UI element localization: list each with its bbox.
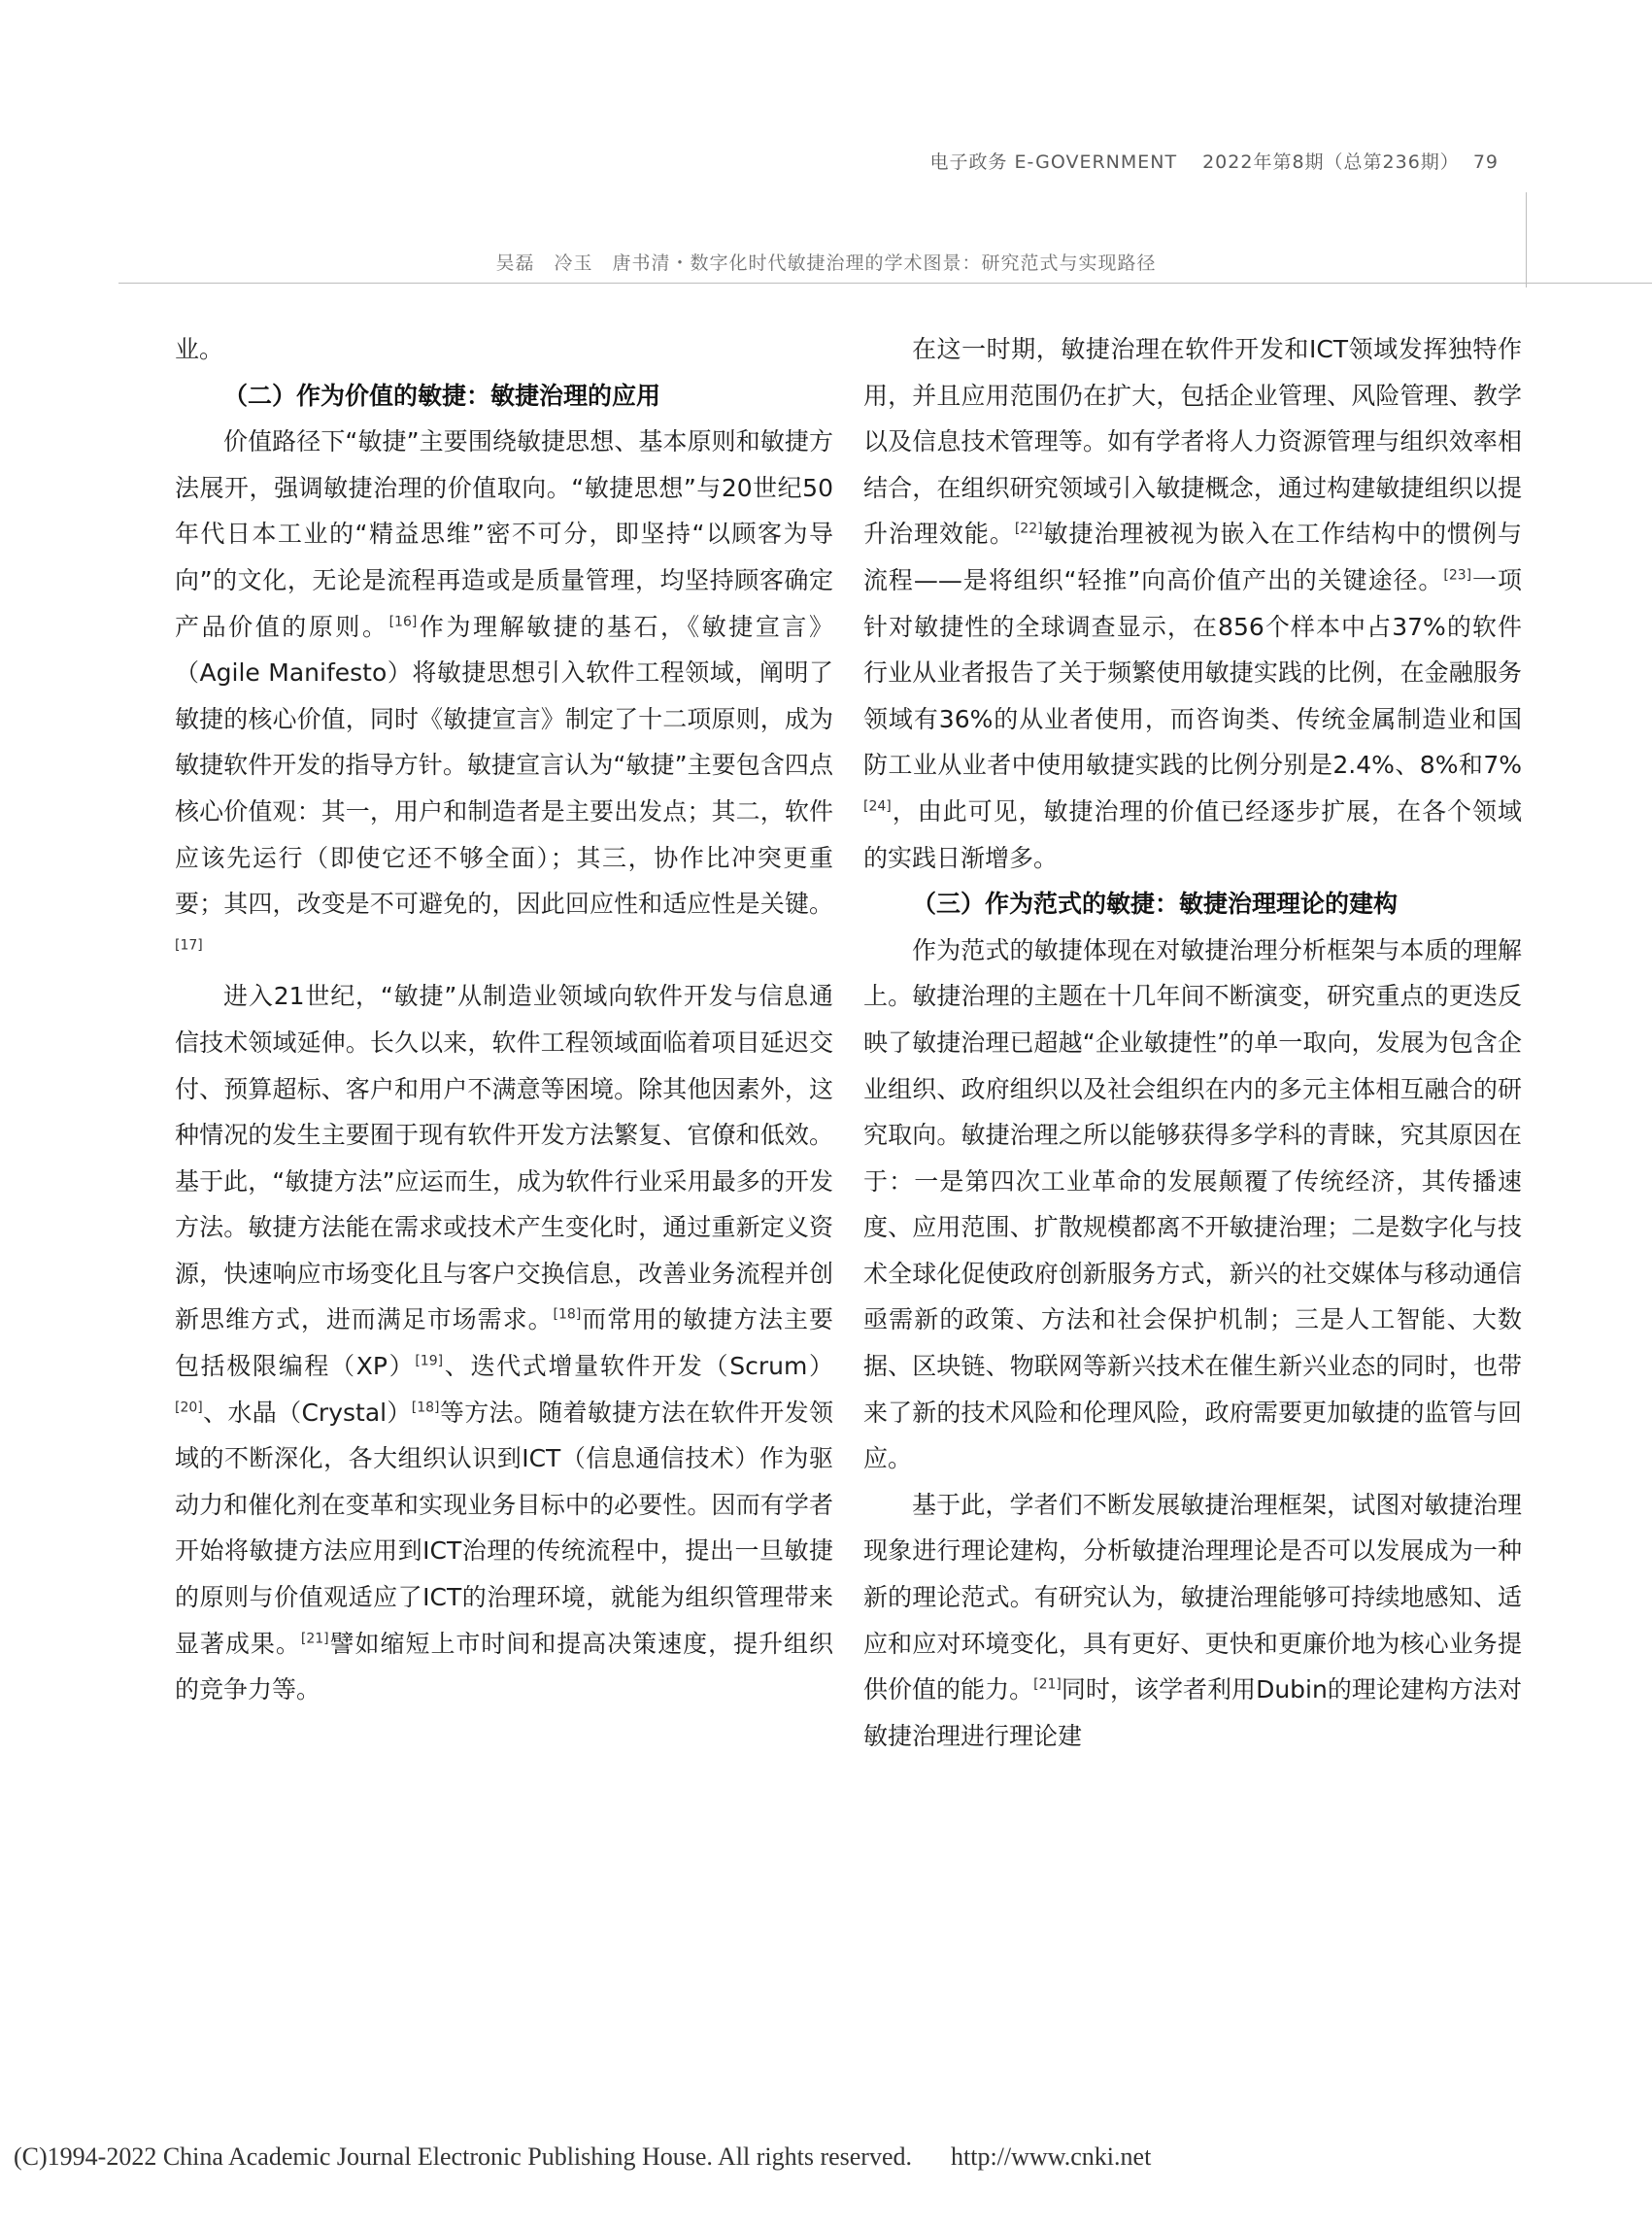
page-number: 79 xyxy=(1472,152,1499,173)
paragraph: 价值路径下“敏捷”主要围绕敏捷思想、基本原则和敏捷方法展开，强调敏捷治理的价值取向。“敏捷思想”与20世纪50年代日本工业的“精益思维”密不可分，即坚持“以顾客为导向”的文化，无论是流程再造或是质量管理，均坚持顾客确定产品价值的原则。[16]作为理解敏捷的基石，《敏捷宣言》（Agile Manifesto）将敏捷思想引入软件工程领域，阐明了敏捷的核心价值，同时《敏捷宣言》制定了十二项原则，成为敏捷软件开发的指导方针。敏捷宣言认为“敏捷”主要包含四点核心价值观：其一，用户和制造者是主要出发点；其二，软件应该先运行（即使它还不够全面）；其三，协作比冲突更重要；其四，改变是不可避免的，因此回应性和适应性是关键。[17] xyxy=(175,427,833,954)
paragraph: 进入21世纪，“敏捷”从制造业领域向软件开发与信息通信技术领域延伸。长久以来，软件工程领域面临着项目延迟交付、预算超标、客户和用户不满意等困境。除其他因素外，这种情况的发生主要囿于现有软件开发方法繁复、官僚和低效。基于此，“敏捷方法”应运而生，成为软件行业采用最多的开发方法。敏捷方法能在需求或技术产生变化时，通过重新定义资源，快速响应市场变化且与客户交换信息，改善业务流程并创新思维方式，进而满足市场需求。[18]而常用的敏捷方法主要包括极限编程（XP）[19]、迭代式增量软件开发（Scrum）[20]、水晶（Crystal）[18]等方法。随着敏捷方法在软件开发领域的不断深化，各大组织认识到ICT（信息通信技术）作为驱动力和催化剂在变革和实现业务目标中的必要性。因而有学者开始将敏捷方法应用到ICT治理的传统流程中，提出一旦敏捷的原则与价值观适应了ICT的治理环境，就能为组织管理带来显著成果。[21]譬如缩短上市时间和提高决策速度，提升组织的竞争力等。 xyxy=(175,982,834,1704)
section-heading-paradigm: （三）作为范式的敏捷：敏捷治理理论的建构 xyxy=(912,890,1399,919)
citation-ref[interactable]: [20] xyxy=(175,1400,203,1416)
citation-ref[interactable]: [24] xyxy=(863,798,892,815)
page-header xyxy=(930,148,1499,174)
paragraph: 基于此，学者们不断发展敏捷治理框架，试图对敏捷治理现象进行理论建构，分析敏捷治理理论是否可以发展成为一种新的理论范式。有研究认为，敏捷治理能够可持续地感知、适应和应对环境变化，具有更好、更快和更廉价地为核心业务提供价值的能力。[21]同时，该学者利用Dubin的理论建构方法对敏捷治理进行理论建 xyxy=(863,1490,1522,1750)
paragraph-continuation: 业。 xyxy=(175,335,224,363)
section-heading-value: （二）作为价值的敏捷：敏捷治理的应用 xyxy=(223,381,661,410)
journal-name: 电子政务 E-GOVERNMENT xyxy=(929,152,1178,173)
copyright-footer xyxy=(14,2142,1151,2172)
citation-ref[interactable]: [21] xyxy=(300,1631,329,1647)
citation-ref[interactable]: [19] xyxy=(415,1353,444,1369)
citation-ref[interactable]: [18] xyxy=(553,1307,582,1324)
running-title: 吴磊 冷玉 唐书清・数字化时代敏捷治理的学术图景：研究范式与实现路径 xyxy=(495,253,1157,274)
citation-ref[interactable]: [17] xyxy=(175,937,203,954)
right-column xyxy=(863,326,1522,1759)
left-column xyxy=(175,326,833,1713)
citation-ref[interactable]: [18] xyxy=(411,1400,440,1416)
copyright-text: (C)1994-2022 China Academic Journal Electronic Publishing House. All rights reserved. xyxy=(14,2142,912,2171)
citation-ref[interactable]: [16] xyxy=(388,614,418,630)
citation-ref[interactable]: [23] xyxy=(1443,567,1472,584)
issue-info: 2022年第8期（总第236期） xyxy=(1202,152,1460,173)
footer-url[interactable]: http://www.cnki.net xyxy=(951,2142,1152,2171)
paragraph: 作为范式的敏捷体现在对敏捷治理分析框架与本质的理解上。敏捷治理的主题在十几年间不断演变，研究重点的更迭反映了敏捷治理已超越“企业敏捷性”的单一取向，发展为包含企业组织、政府组织以及社会组织在内的多元主体相互融合的研究取向。敏捷治理之所以能够获得多学科的青睐，究其原因在于：一是第四次工业革命的发展颠覆了传统经济，其传播速度、应用范围、扩散规模都离不开敏捷治理；二是数字化与技术全球化促使政府创新服务方式，新兴的社交媒体与移动通信亟需新的政策、方法和社会保护机制；三是人工智能、大数据、区块链、物联网等新兴技术在催生新兴业态的同时，也带来了新的技术风险和伦理风险，政府需要更加敏捷的监管与回应。 xyxy=(863,935,1522,1473)
paragraph: 在这一时期，敏捷治理在软件开发和ICT领域发挥独特作用，并且应用范围仍在扩大，包括企业管理、风险管理、教学以及信息技术管理等。如有学者将人力资源管理与组织效率相结合，在组织研究领域引入敏捷概念，通过构建敏捷组织以提升治理效能。[22]敏捷治理被视为嵌入在工作结构中的惯例与流程——是将组织“轻推”向高价值产出的关键途径。[23]一项针对敏捷性的全球调查显示，在856个样本中占37%的软件行业从业者报告了关于频繁使用敏捷实践的比例，在金融服务领域有36%的从业者使用，而咨询类、传统金属制造业和国防工业从业者中使用敏捷实践的比例分别是2.4%、8%和7%[24]，由此可见，敏捷治理的价值已经逐步扩展，在各个领域的实践日渐增多。 xyxy=(863,335,1522,872)
citation-ref[interactable]: [22] xyxy=(1014,522,1043,538)
citation-ref[interactable]: [21] xyxy=(1033,1676,1062,1693)
header-horizontal-rule xyxy=(118,283,1652,284)
